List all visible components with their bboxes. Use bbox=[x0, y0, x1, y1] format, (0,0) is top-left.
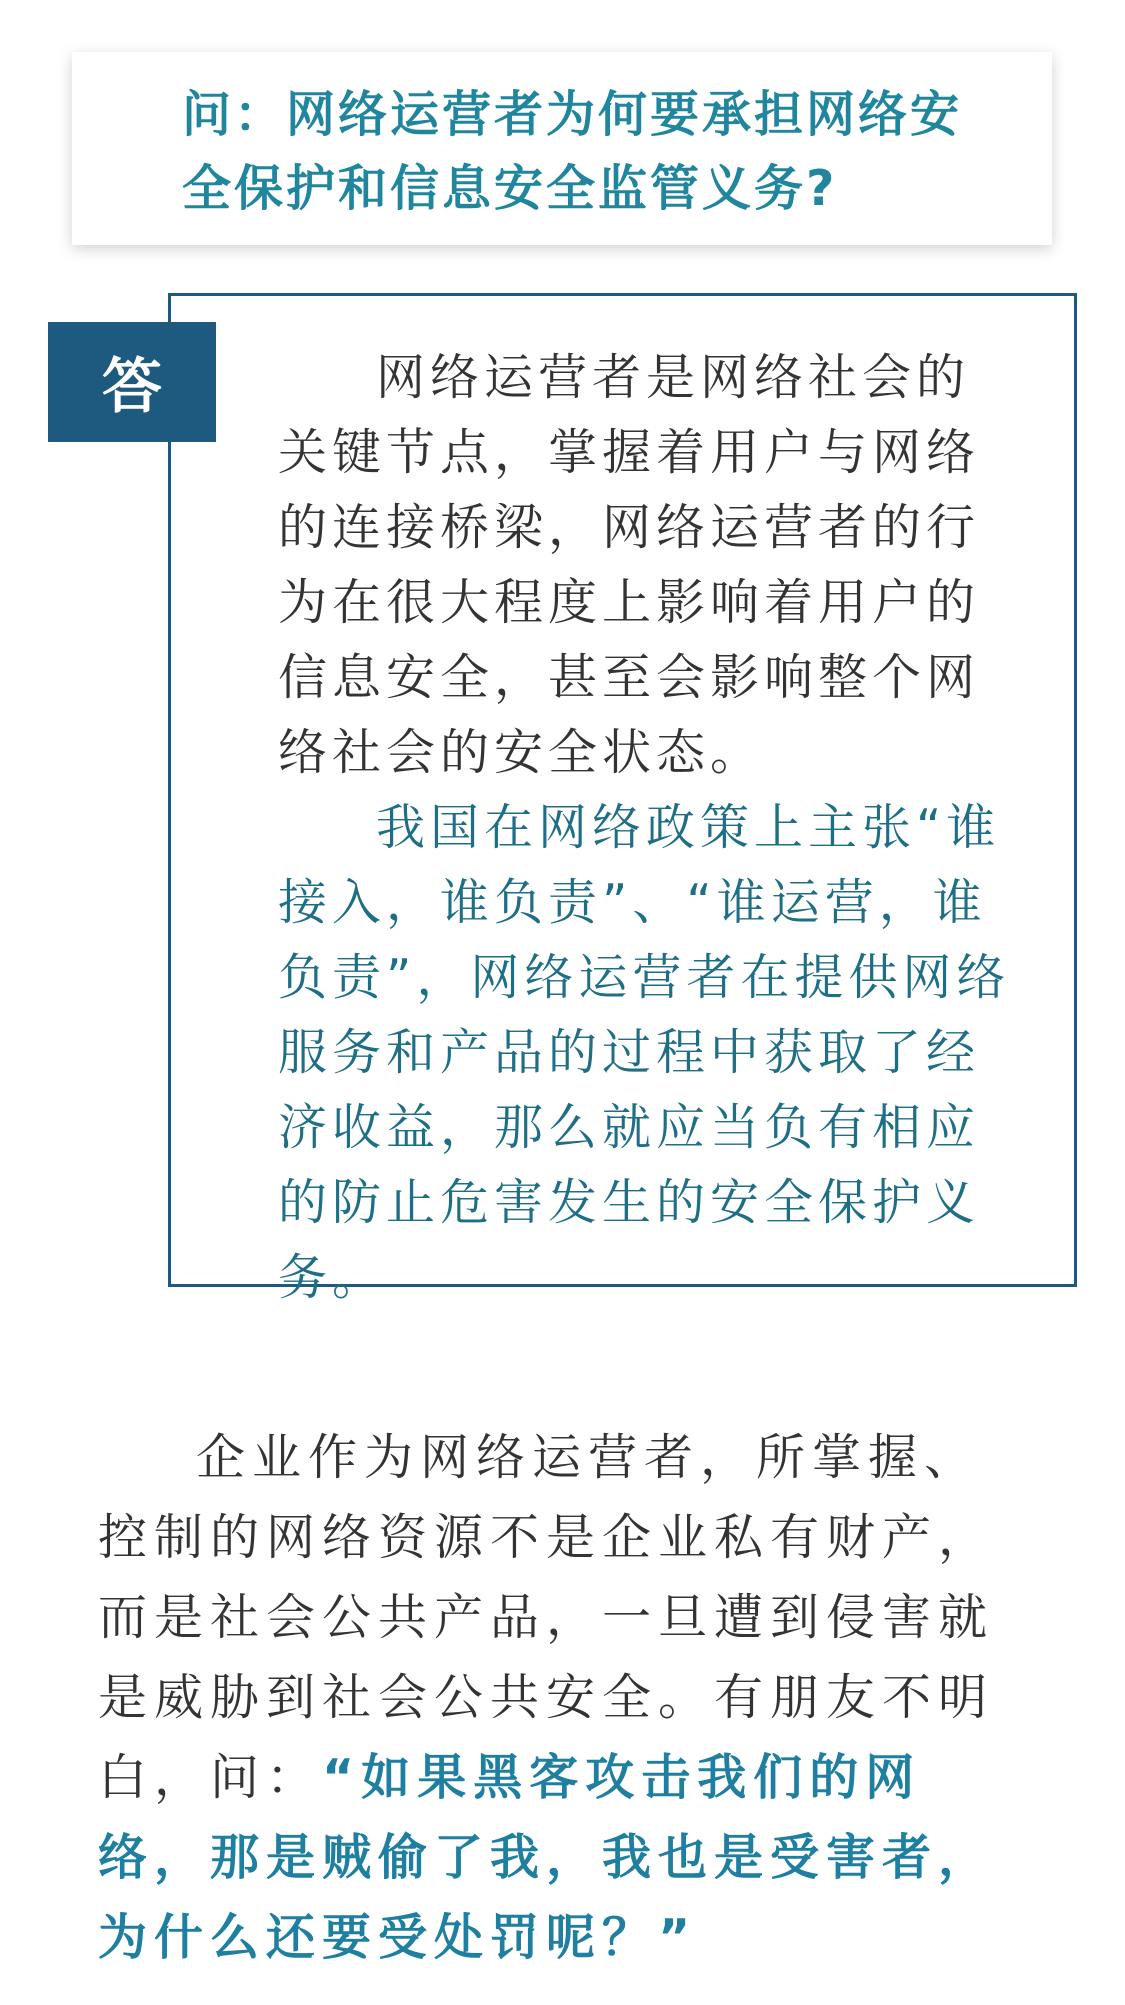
question-text: 问：网络运营者为何要承担网络安全保护和信息安全监管义务? bbox=[182, 86, 963, 217]
body-text: 企业作为网络运营者，所掌握、控制的网络资源不是企业私有财产，而是社会公共产品，一旦遭到侵害就是威胁到社会公共安全。有朋友不明白，问： bbox=[98, 1429, 995, 1806]
body-paragraph bbox=[98, 1418, 1028, 1978]
answer-paragraph-2: 我国在网络政策上主张“谁接入，谁负责”、“谁运营，谁负责”，网络运营者在提供网络服务和产品的过程中获取了经济收益，那么就应当负有相应的防止危害发生的安全保护义务。 bbox=[278, 799, 1011, 1306]
answer-paragraph-1: 网络运营者是网络社会的关键节点，掌握着用户与网络的连接桥梁，网络运营者的行为在很大程度上影响着用户的信息安全，甚至会影响整个网络社会的安全状态。 bbox=[278, 349, 981, 781]
highlighted-quote: “如果黑客攻击我们的网络，那是贼偷了我，我也是受害者，为什么还要受处罚呢？” bbox=[98, 1749, 995, 1966]
question-card bbox=[72, 52, 1052, 245]
answer-body bbox=[278, 340, 1018, 1315]
answer-tag: 答 bbox=[48, 322, 216, 442]
